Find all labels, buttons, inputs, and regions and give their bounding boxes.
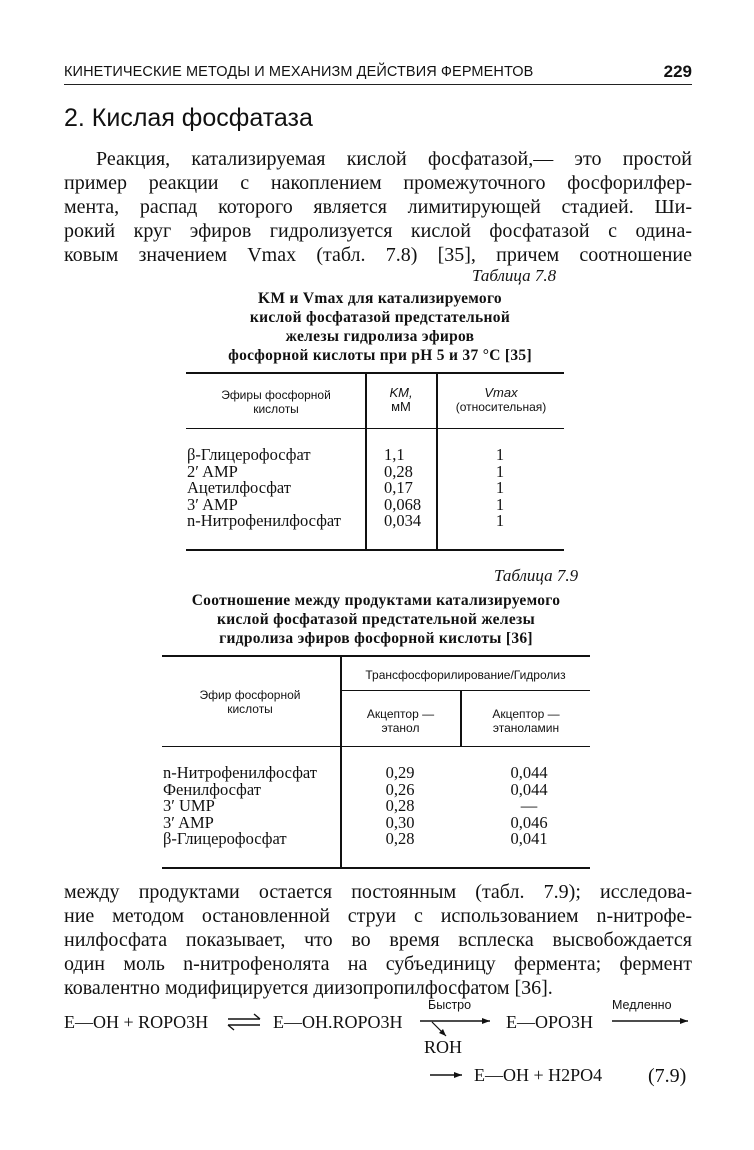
table-7-8-caption-line: KM и Vmax для катализируемого: [258, 290, 502, 307]
table-row-ester: 3′ UMP: [163, 796, 215, 815]
table-row-ester: 3′ AMP: [187, 494, 238, 514]
table-row-ethanolamine: —: [520, 796, 538, 815]
equation-label-fast: Быстро: [428, 998, 472, 1012]
table-row-vmax: 1: [495, 494, 505, 514]
table-row-ethanolamine: 0,044: [510, 763, 548, 782]
table-row-ethanol: 0,26: [385, 779, 415, 799]
page-number: 229: [663, 62, 692, 81]
table-7-9-caption-line: кислой фосфатазой предстательной железы: [217, 611, 535, 628]
header-line: (относительная): [455, 400, 547, 414]
table-row-ethanol: 0,29: [385, 763, 415, 782]
table-7-8-label: Таблица 7.8: [472, 266, 557, 285]
table-7-9-col-ethanolamine: [494, 765, 564, 848]
equation-reactants: E—OH + ROPO3H: [64, 1012, 209, 1032]
table-7-9-label: Таблица 7.9: [494, 566, 579, 585]
header-line: кислоты: [253, 402, 299, 416]
table-7-9-caption-line: Соотношение между продуктами катализируемого: [191, 592, 561, 609]
paragraph-1-line: Реакция, катализируемая кислой фосфатазой,— это простой: [96, 148, 692, 170]
header-line: кислоты: [227, 702, 273, 716]
table-7-9-col-ester: [163, 765, 317, 848]
paragraph-2-line: один моль n-нитрофенолята на субъединицу фермента; фермент: [64, 953, 692, 975]
table-7-8-header-vmax: [439, 386, 563, 414]
table-row-ethanolamine: 0,044: [510, 779, 548, 799]
table-row-ethanol: 0,28: [385, 829, 415, 848]
table-7-8-col-km: [384, 447, 421, 530]
table-row-ester: n-Нитрофенилфосфат: [163, 763, 317, 782]
paragraph-1-line: ковым значением Vmax (табл. 7.8) [35], причем соотношение: [64, 244, 692, 266]
table-7-8-col-divider: [365, 373, 367, 549]
header-line: KM,: [389, 385, 413, 400]
header-line: мМ: [391, 399, 411, 414]
paragraph-2-line: ковалентно модифицируется диизопропилфосфатом [36].: [64, 977, 553, 999]
paragraph-1-line: мента, распад которого является лимитирующей стадией. Ши-: [64, 196, 692, 218]
equation-side-product: ROH: [424, 1037, 463, 1057]
table-7-9-caption: [140, 591, 612, 648]
table-7-8-caption: [170, 289, 590, 365]
table-7-9-col-divider: [340, 656, 342, 867]
header-line: Эфир фосфорной: [199, 688, 301, 702]
table-row-km: 0,17: [384, 478, 413, 497]
paragraph-1: [64, 147, 692, 267]
table-7-9-bottom-rule: [162, 867, 590, 869]
table-row-ethanol: 0,28: [385, 796, 415, 815]
equation-number: (7.9): [648, 1065, 687, 1087]
table-row-km: 1,1: [384, 445, 405, 464]
paragraph-2-line: нилфосфата показывает, что во время всплеска высвобождается: [64, 929, 692, 951]
table-7-9-header-group: Трансфосфорилирование/Гидролиз: [365, 668, 566, 682]
table-7-8-header-ester: [190, 388, 362, 416]
table-7-8-caption-line: железы гидролиза эфиров: [285, 328, 475, 345]
table-row-ester: n-Нитрофенилфосфат: [187, 511, 341, 530]
equation-intermediate: E—OPO3H: [506, 1012, 594, 1032]
paragraph-2-line: ние методом остановленной струи с использованием n-нитрофе-: [64, 905, 692, 927]
table-row-ester: Ацетилфосфат: [187, 478, 292, 497]
table-7-8-header-km: [368, 386, 434, 414]
table-row-ethanol: 0,30: [385, 812, 415, 832]
table-7-9-header-ester: [162, 688, 338, 716]
paragraph-2-line: между продуктами остается постоянным (табл. 7.9); исследова-: [64, 881, 692, 903]
table-7-8-col-vmax: [488, 447, 512, 530]
table-7-8-header-rule: [186, 428, 564, 429]
equilibrium-arrow-icon: [226, 1011, 262, 1033]
table-row-vmax: 1: [495, 511, 505, 530]
equation-complex: E—OH.ROPO3H: [273, 1012, 403, 1032]
table-7-8-caption-line: фосфорной кислоты при pH 5 и 37 °C [35]: [228, 347, 532, 364]
table-row-ester: β-Глицерофосфат: [163, 829, 287, 848]
table-row-ester: β-Глицерофосфат: [187, 445, 311, 464]
equation-label-slow: Медленно: [612, 998, 672, 1012]
paragraph-2: [64, 880, 692, 1000]
header-line: Vmax: [484, 385, 518, 400]
table-7-8-bottom-rule: [186, 549, 564, 551]
running-header-title: КИНЕТИЧЕСКИЕ МЕТОДЫ И МЕХАНИЗМ ДЕЙСТВИЯ ФЕРМЕНТОВ: [64, 64, 534, 80]
running-header: [64, 62, 692, 85]
table-row-ethanolamine: 0,041: [510, 829, 548, 848]
table-7-8-top-rule: [186, 372, 564, 374]
paragraph-1-line: рокий круг эфиров гидролизуется кислой фосфатазой с одина-: [64, 220, 692, 242]
table-row-vmax: 1: [495, 445, 505, 464]
header-line: Эфиры фосфорной: [221, 388, 331, 402]
table-row-ester: 2′ AMP: [187, 461, 238, 481]
slow-arrow-icon: [610, 1012, 692, 1030]
table-7-9-col-divider: [460, 691, 462, 746]
table-7-8-col-divider: [436, 373, 438, 549]
table-7-9-caption-line: гидролиза эфиров фосфорной кислоты [36]: [219, 630, 533, 647]
table-row-km: 0,28: [384, 461, 413, 481]
table-7-8-col-ester: [187, 447, 341, 530]
section-heading: 2. Кислая фосфатаза: [64, 104, 313, 132]
header-line: этанол: [381, 721, 420, 735]
table-7-9-group-rule: [341, 690, 590, 691]
table-row-km: 0,068: [384, 494, 422, 514]
table-7-9-top-rule: [162, 655, 590, 657]
table-row-vmax: 1: [495, 478, 505, 497]
header-line: этаноламин: [492, 721, 560, 735]
table-row-ester: Фенилфосфат: [163, 779, 261, 799]
table-7-9-col-ethanol: [370, 765, 430, 848]
table-7-9-header-ethanolamine: [463, 707, 589, 735]
table-row-ethanolamine: 0,046: [510, 812, 548, 832]
table-7-9-header-ethanol: [343, 707, 458, 735]
header-line: Акцептор —: [492, 707, 560, 721]
table-7-9-header-rule: [162, 746, 590, 747]
table-row-km: 0,034: [384, 511, 422, 530]
table-row-vmax: 1: [495, 461, 505, 481]
paragraph-1-line: пример реакции с накоплением промежуточного фосфорилфер-: [64, 172, 692, 194]
header-line: Акцептор —: [366, 707, 435, 721]
product-arrow-icon: [428, 1066, 466, 1084]
table-row-ester: 3′ AMP: [163, 812, 214, 832]
equation-products: E—OH + H2PO4: [474, 1065, 603, 1085]
table-7-8-caption-line: кислой фосфатазой предстательной: [249, 309, 511, 326]
